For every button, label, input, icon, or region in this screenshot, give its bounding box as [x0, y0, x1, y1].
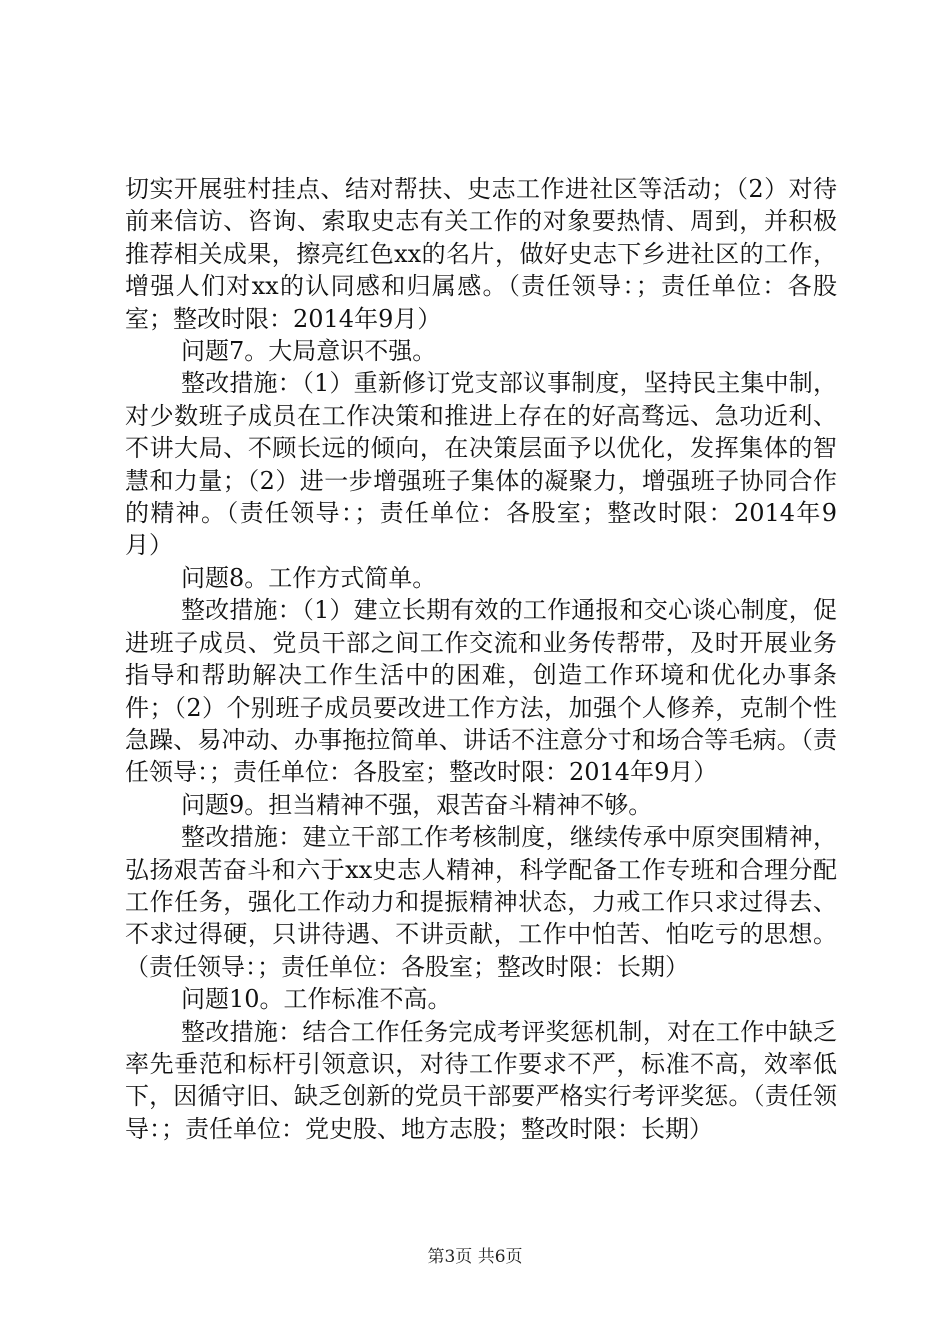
problem-8-heading: 问题8。工作方式简单。 — [181, 563, 437, 592]
problem-7-heading: 问题7。大局意识不强。 — [181, 337, 437, 366]
problem-9-heading: 问题9。担当精神不强，艰苦奋斗精神不够。 — [181, 790, 653, 819]
page-number-footer: 第3页 共6页 — [427, 1247, 523, 1267]
problem-10-heading: 问题10。工作标准不高。 — [181, 985, 452, 1014]
problem-7-measures: 整改措施：（1）重新修订党支部议事制度，坚持民主集中制，对少数班子成员在工作决策和推进上存在的好高骛远、急功近利、不讲大局、不顾长远的倾向，在决策层面予以优化，发挥集体的智慧和力量；（2）进一步增强班子集体的凝聚力，增强班子协同合作的精神。（责任领导：；责任单位：各股室；整改时限：2014年9月） — [125, 369, 837, 560]
problem-8-measures: 整改措施：（1）建立长期有效的工作通报和交心谈心制度，促进班子成员、党员干部之间工作交流和业务传帮带，及时开展业务指导和帮助解决工作生活中的困难，创造工作环境和优化办事条件；（2）个别班子成员要改进工作方法，加强个人修养，克制个性急躁、易冲动、办事拖拉简单、讲话不注意分寸和场合等毛病。（责任领导：；责任单位：各股室；整改时限：2014年9月） — [125, 596, 837, 787]
document-body — [125, 173, 837, 1145]
paragraph-continuation: 切实开展驻村挂点、结对帮扶、史志工作进社区等活动；（2）对待前来信访、咨询、索取史志有关工作的对象要热情、周到，并积极推荐相关成果，擦亮红色xx的名片，做好史志下乡进社区的工作，增强人们对xx的认同感和归属感。（责任领导：；责任单位：各股室；整改时限：2014年9月） — [125, 175, 837, 333]
problem-10-measures: 整改措施：结合工作任务完成考评奖惩机制，对在工作中缺乏率先垂范和标杆引领意识，对待工作要求不严，标准不高，效率低下，因循守旧、缺乏创新的党员干部要严格实行考评奖惩。（责任领导：；责任单位：党史股、地方志股；整改时限：长期） — [125, 1017, 837, 1143]
problem-9-measures: 整改措施：建立干部工作考核制度，继续传承中原突围精神，弘扬艰苦奋斗和六于xx史志人精神，科学配备工作专班和合理分配工作任务，强化工作动力和提振精神状态，力戒工作只求过得去、不求过得硬，只讲待遇、不讲贡献，工作中怕苦、怕吃亏的思想。（责任领导：；责任单位：各股室；整改时限：长期） — [125, 823, 837, 981]
